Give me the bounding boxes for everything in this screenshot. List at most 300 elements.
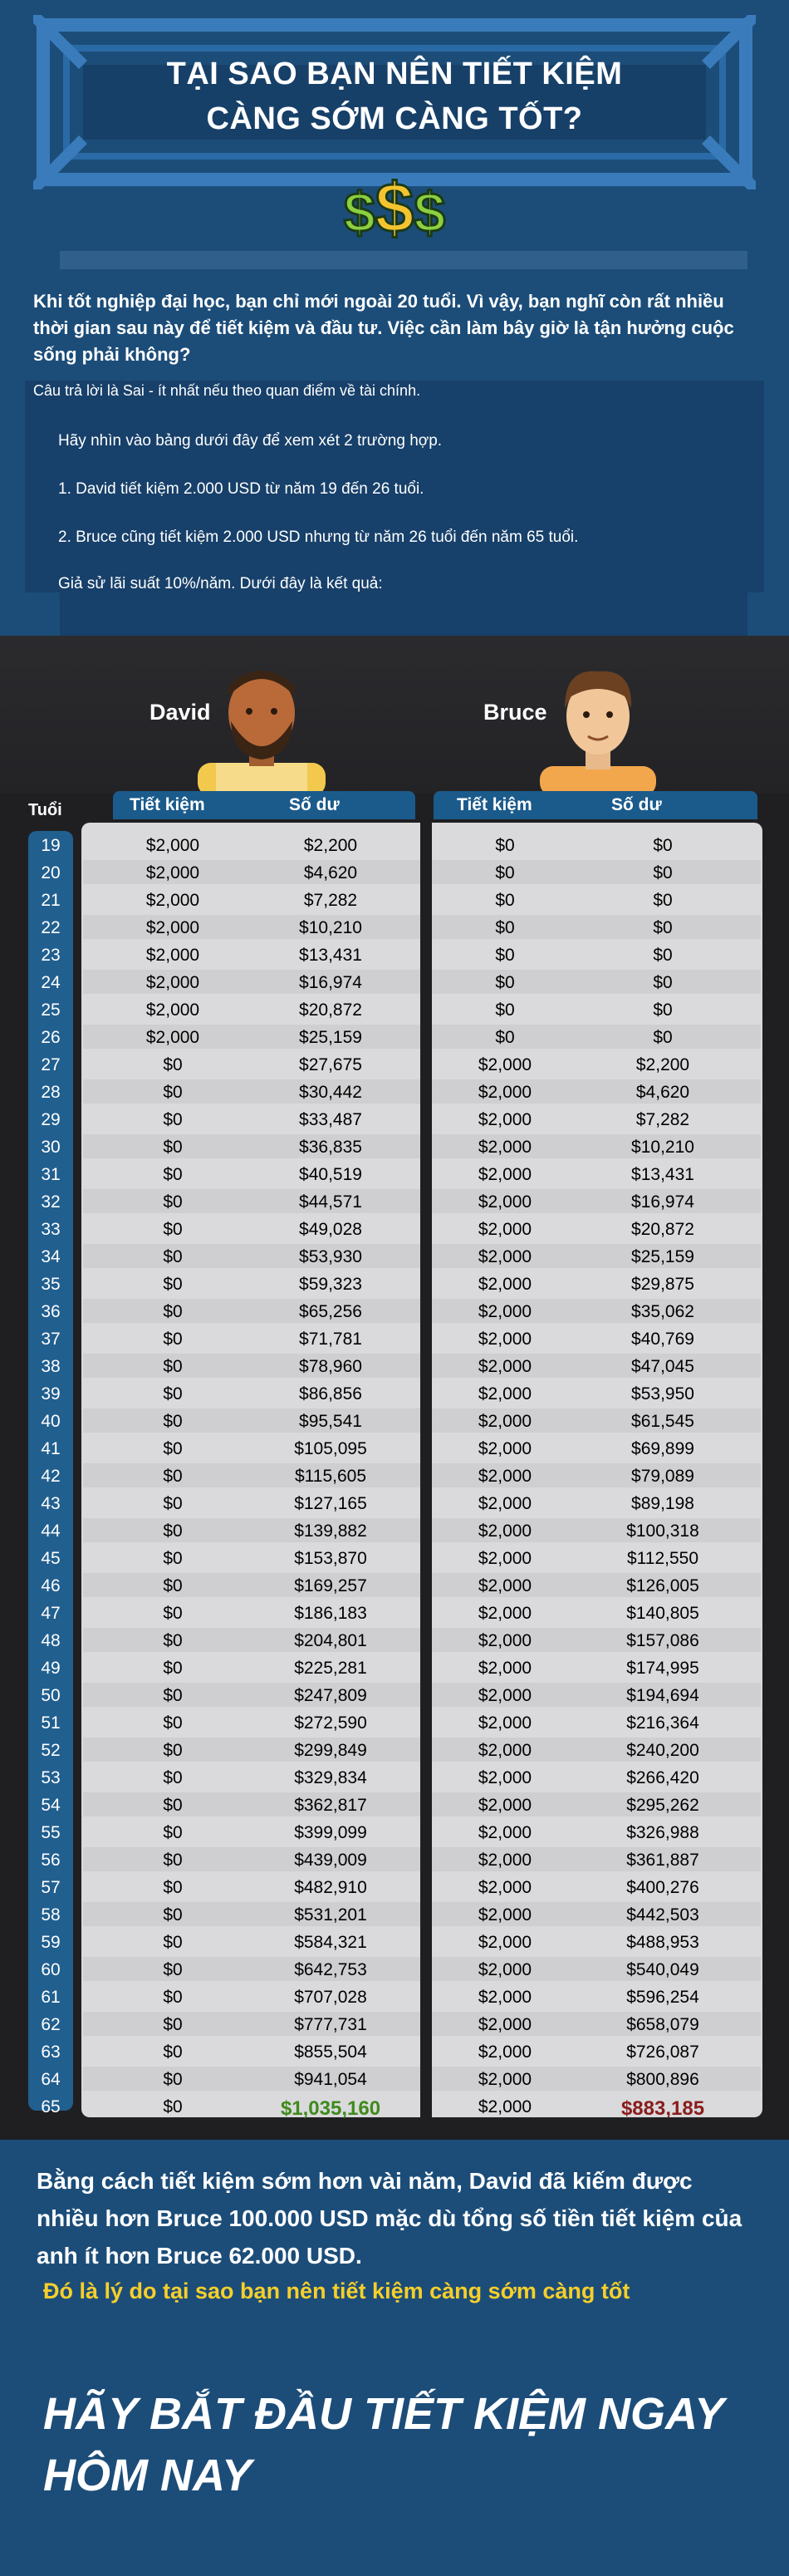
david-header <box>113 791 415 819</box>
bruce-saving-cell: $0 <box>495 946 515 965</box>
assumption-text: Giả sử lãi suất 10%/năm. Dưới đây là kết quả: <box>58 575 383 592</box>
page-title <box>125 52 664 141</box>
bruce-balance-cell: $126,005 <box>626 1576 699 1595</box>
age-cell: 22 <box>41 918 61 937</box>
bruce-balance-cell: $295,262 <box>626 1796 699 1815</box>
bruce-balance-cell: $140,805 <box>626 1604 699 1623</box>
david-saving-cell: $0 <box>163 2070 183 2089</box>
david-saving-cell: $0 <box>163 1055 183 1074</box>
table-row <box>0 1681 789 1708</box>
table-row <box>0 1900 789 1928</box>
david-saving-cell: $0 <box>163 1275 183 1294</box>
david-avatar <box>191 663 332 796</box>
table-row <box>0 1078 789 1105</box>
bruce-balance-cell: $540,049 <box>626 1960 699 1979</box>
david-balance-cell: $20,872 <box>299 1000 362 1020</box>
bruce-balance-cell: $0 <box>653 863 673 882</box>
david-balance-cell: $7,282 <box>303 891 358 910</box>
dollar-sign-icon: $ <box>414 181 446 244</box>
bruce-balance-cell: $216,364 <box>626 1713 699 1733</box>
age-cell: 63 <box>41 2043 61 2062</box>
bruce-saving-cell: $2,000 <box>478 1467 532 1486</box>
bruce-balance-cell: $16,974 <box>631 1192 694 1212</box>
david-balance-cell: $362,817 <box>294 1796 367 1815</box>
david-balance-cell: $105,095 <box>294 1439 367 1458</box>
table-row <box>0 1105 789 1133</box>
david-saving-cell: $0 <box>163 1330 183 1349</box>
table-row <box>0 1873 789 1900</box>
bruce-balance-cell: $61,545 <box>631 1412 694 1431</box>
david-balance-cell: $27,675 <box>299 1055 362 1074</box>
david-balance-cell: $33,487 <box>299 1110 362 1129</box>
table-row <box>0 1626 789 1654</box>
table-row <box>0 2092 789 2120</box>
bruce-saving-cell: $0 <box>495 1000 515 1020</box>
bruce-balance-cell: $0 <box>653 918 673 937</box>
age-cell: 28 <box>41 1083 61 1102</box>
david-saving-cell: $0 <box>163 1768 183 1787</box>
david-saving-cell: $0 <box>163 1220 183 1239</box>
age-cell: 34 <box>41 1247 61 1266</box>
intro-paragraph: Khi tốt nghiệp đại học, bạn chỉ mới ngoài 20 tuổi. Vì vậy, bạn nghĩ còn rất nhiều thời gian sau này để tiết kiệm và đầu tư. Việc cần làm bây giờ là tận hưởng cuộc sống phải không? <box>33 291 734 365</box>
bruce-saving-cell: $2,000 <box>478 1905 532 1925</box>
bruce-saving-cell: $2,000 <box>478 1604 532 1623</box>
bruce-saving-header: Tiết kiệm <box>457 795 532 814</box>
cta-line-1: HÃY BẮT ĐẦU TIẾT KIỆM NGAY <box>43 2389 725 2439</box>
david-saving-cell: $0 <box>163 1522 183 1541</box>
david-balance-cell: $59,323 <box>299 1275 362 1294</box>
bruce-saving-cell: $0 <box>495 836 515 855</box>
table-row <box>0 1928 789 1955</box>
table-row <box>0 1517 789 1544</box>
bruce-balance-cell: $0 <box>653 836 673 855</box>
david-saving-cell: $0 <box>163 1878 183 1897</box>
david-saving-cell: $0 <box>163 1933 183 1952</box>
age-cell: 20 <box>41 863 61 882</box>
age-cell: 38 <box>41 1357 61 1376</box>
age-cell: 54 <box>41 1796 61 1815</box>
david-balance-cell: $25,159 <box>299 1028 362 1047</box>
david-saving-cell: $0 <box>163 1631 183 1650</box>
bruce-saving-cell: $2,000 <box>478 1138 532 1157</box>
bruce-saving-cell: $2,000 <box>478 1933 532 1952</box>
bruce-balance-cell: $100,318 <box>626 1522 699 1541</box>
bruce-saving-cell: $2,000 <box>478 1631 532 1650</box>
david-saving-cell: $2,000 <box>145 973 200 992</box>
david-saving-cell: $0 <box>163 1110 183 1129</box>
table-row <box>0 913 789 941</box>
table-row <box>0 1599 789 1626</box>
david-saving-header: Tiết kiệm <box>130 795 205 814</box>
bruce-saving-cell: $2,000 <box>478 1357 532 1376</box>
look-text: Hãy nhìn vào bảng dưới đây để xem xét 2 trường hợp. <box>58 432 443 450</box>
david-saving-cell: $0 <box>163 1247 183 1266</box>
table-row <box>0 1571 789 1599</box>
bruce-balance-cell: $0 <box>653 946 673 965</box>
age-cell: 58 <box>41 1905 61 1925</box>
david-saving-cell: $0 <box>163 2097 183 2116</box>
bruce-balance-cell: $488,953 <box>626 1933 699 1952</box>
age-cell: 39 <box>41 1384 61 1404</box>
age-cell: 60 <box>41 1960 61 1979</box>
david-saving-cell: $2,000 <box>145 1028 200 1047</box>
bruce-avatar <box>532 663 664 796</box>
age-cell: 35 <box>41 1275 61 1294</box>
david-balance-cell: $439,009 <box>294 1851 367 1870</box>
david-balance-cell: $186,183 <box>294 1604 367 1623</box>
table-row <box>0 1489 789 1517</box>
age-cell: 52 <box>41 1741 61 1760</box>
bruce-balance-cell: $69,899 <box>631 1439 694 1458</box>
david-balance-cell: $78,960 <box>299 1357 362 1376</box>
bruce-balance-cell: $174,995 <box>626 1659 699 1678</box>
david-saving-cell: $0 <box>163 1960 183 1979</box>
table-row <box>0 858 789 886</box>
bruce-saving-cell: $2,000 <box>478 2070 532 2089</box>
david-balance-cell: $531,201 <box>294 1905 367 1925</box>
david-balance-cell: $127,165 <box>294 1494 367 1513</box>
bruce-saving-cell: $0 <box>495 863 515 882</box>
table-row <box>0 2038 789 2065</box>
bruce-saving-cell: $2,000 <box>478 1851 532 1870</box>
bruce-balance-cell: $726,087 <box>626 2043 699 2062</box>
age-cell: 23 <box>41 946 61 965</box>
age-cell: 53 <box>41 1768 61 1787</box>
table-row <box>0 995 789 1023</box>
david-balance-cell: $139,882 <box>294 1522 367 1541</box>
table-row <box>0 1050 789 1078</box>
david-saving-cell: $2,000 <box>145 863 200 882</box>
table-row <box>0 1434 789 1462</box>
david-balance-cell: $941,054 <box>294 2070 367 2089</box>
david-saving-cell: $0 <box>163 1083 183 1102</box>
david-balance-cell: $53,930 <box>299 1247 362 1266</box>
david-saving-cell: $0 <box>163 1576 183 1595</box>
bruce-balance-cell: $0 <box>653 973 673 992</box>
david-saving-cell: $0 <box>163 1604 183 1623</box>
bruce-saving-cell: $2,000 <box>478 1275 532 1294</box>
bruce-header <box>434 791 757 819</box>
bruce-balance-cell: $361,887 <box>626 1851 699 1870</box>
table-row <box>0 1654 789 1681</box>
david-saving-cell: $0 <box>163 2015 183 2034</box>
bruce-saving-cell: $2,000 <box>478 2043 532 2062</box>
bruce-balance-cell: $240,200 <box>626 1741 699 1760</box>
david-saving-cell: $0 <box>163 1659 183 1678</box>
david-saving-cell: $0 <box>163 2043 183 2062</box>
bruce-saving-cell: $0 <box>495 1028 515 1047</box>
age-cell: 45 <box>41 1549 61 1568</box>
bruce-balance-cell: $53,950 <box>631 1384 694 1404</box>
david-balance-cell: $299,849 <box>294 1741 367 1760</box>
answer-text: Câu trả lời là Sai - ít nhất nếu theo quan điểm về tài chính. <box>33 382 421 399</box>
table-row <box>0 1736 789 1763</box>
david-balance-cell: $36,835 <box>299 1138 362 1157</box>
table-row <box>0 1023 789 1050</box>
bruce-saving-cell: $2,000 <box>478 1247 532 1266</box>
age-cell: 21 <box>41 891 61 910</box>
david-saving-cell: $0 <box>163 1823 183 1842</box>
bruce-saving-cell: $2,000 <box>478 1960 532 1979</box>
david-saving-cell: $0 <box>163 1192 183 1212</box>
table-row <box>0 1544 789 1571</box>
bruce-balance-cell: $112,550 <box>626 1549 699 1568</box>
bruce-balance-cell: $800,896 <box>626 2070 699 2089</box>
david-saving-cell: $2,000 <box>145 918 200 937</box>
table-row <box>0 2010 789 2038</box>
cta-line-2: HÔM NAY <box>43 2451 252 2500</box>
table-row <box>0 886 789 913</box>
dollar-sign-icon: $ <box>343 181 375 244</box>
david-saving-cell: $0 <box>163 1713 183 1733</box>
age-cell: 57 <box>41 1878 61 1897</box>
bruce-saving-cell: $2,000 <box>478 1384 532 1404</box>
case-1-text: 1. David tiết kiệm 2.000 USD từ năm 19 đến 26 tuổi. <box>58 480 424 498</box>
table-row <box>0 1462 789 1489</box>
age-cell: 50 <box>41 1686 61 1705</box>
age-cell: 31 <box>41 1165 61 1184</box>
bruce-saving-cell: $2,000 <box>478 1522 532 1541</box>
bruce-saving-cell: $2,000 <box>478 1686 532 1705</box>
table-row <box>0 1270 789 1297</box>
david-balance-cell: $707,028 <box>294 1988 367 2007</box>
age-column-label: Tuổi <box>28 801 62 819</box>
david-balance-cell: $1,035,160 <box>280 2097 381 2120</box>
david-balance-cell: $855,504 <box>294 2043 367 2062</box>
bruce-balance-cell: $10,210 <box>631 1138 694 1157</box>
bruce-saving-cell: $2,000 <box>478 1659 532 1678</box>
david-saving-cell: $0 <box>163 1796 183 1815</box>
bruce-balance-cell: $157,086 <box>626 1631 699 1650</box>
bruce-saving-cell: $0 <box>495 973 515 992</box>
bruce-saving-cell: $2,000 <box>478 1549 532 1568</box>
age-cell: 19 <box>41 836 61 855</box>
bruce-saving-cell: $2,000 <box>478 1713 532 1733</box>
age-cell: 26 <box>41 1028 61 1047</box>
bruce-saving-cell: $2,000 <box>478 1796 532 1815</box>
bruce-balance-cell: $442,503 <box>626 1905 699 1925</box>
table-row <box>0 1763 789 1791</box>
call-to-action <box>43 2383 757 2506</box>
table-row <box>0 1187 789 1215</box>
table-row <box>0 941 789 968</box>
bruce-balance-cell: $7,282 <box>635 1110 690 1129</box>
section-backdrop <box>0 636 789 794</box>
table-row <box>0 1791 789 1818</box>
reason-text: Đó là lý do tại sao bạn nên tiết kiệm càng sớm càng tốt <box>43 2279 630 2303</box>
bruce-saving-cell: $2,000 <box>478 1741 532 1760</box>
table-row <box>0 968 789 995</box>
bruce-saving-cell: $2,000 <box>478 1494 532 1513</box>
bruce-saving-cell: $0 <box>495 918 515 937</box>
conclusion-text: Bằng cách tiết kiệm sớm hơn vài năm, David đã kiếm được nhiều hơn Bruce 100.000 USD mặc dù tổng số tiền tiết kiệm của anh ít hơn Bruce 62.000 USD. <box>37 2168 742 2269</box>
david-balance-header: Số dư <box>289 795 340 814</box>
bruce-balance-cell: $25,159 <box>631 1247 694 1266</box>
age-cell: 51 <box>41 1713 61 1733</box>
david-balance-cell: $65,256 <box>299 1302 362 1321</box>
david-balance-cell: $642,753 <box>294 1960 367 1979</box>
david-balance-cell: $30,442 <box>299 1083 362 1102</box>
david-balance-cell: $40,519 <box>299 1165 362 1184</box>
table-row <box>0 1983 789 2010</box>
table-row <box>0 1407 789 1434</box>
case-2-text: 2. Bruce cũng tiết kiệm 2.000 USD nhưng từ năm 26 tuổi đến năm 65 tuổi. <box>58 528 579 546</box>
age-cell: 24 <box>41 973 61 992</box>
david-balance-cell: $225,281 <box>294 1659 367 1678</box>
title-line-2: CÀNG SỚM CÀNG TỐT? <box>206 101 583 136</box>
david-balance-cell: $4,620 <box>303 863 358 882</box>
david-balance-cell: $13,431 <box>299 946 362 965</box>
david-balance-cell: $95,541 <box>299 1412 362 1431</box>
bruce-balance-cell: $4,620 <box>635 1083 690 1102</box>
bruce-balance-cell: $596,254 <box>626 1988 699 2007</box>
age-cell: 65 <box>41 2097 61 2116</box>
bruce-name: Bruce <box>483 700 547 725</box>
bruce-balance-cell: $0 <box>653 891 673 910</box>
age-cell: 48 <box>41 1631 61 1650</box>
dollar-sign-icon: $ <box>375 169 414 247</box>
age-cell: 41 <box>41 1439 61 1458</box>
age-cell: 46 <box>41 1576 61 1595</box>
age-cell: 36 <box>41 1302 61 1321</box>
david-saving-cell: $0 <box>163 1357 183 1376</box>
bruce-balance-cell: $35,062 <box>631 1302 694 1321</box>
bruce-saving-cell: $2,000 <box>478 2015 532 2034</box>
david-balance-cell: $399,099 <box>294 1823 367 1842</box>
bruce-balance-cell: $89,198 <box>631 1494 694 1513</box>
bruce-saving-cell: $2,000 <box>478 1988 532 2007</box>
david-balance-cell: $247,809 <box>294 1686 367 1705</box>
bruce-saving-cell: $2,000 <box>478 1439 532 1458</box>
dollar-signs <box>0 169 789 247</box>
bruce-saving-cell: $2,000 <box>478 1110 532 1129</box>
bruce-balance-cell: $29,875 <box>631 1275 694 1294</box>
david-saving-cell: $0 <box>163 1686 183 1705</box>
table-row <box>0 2065 789 2092</box>
bruce-saving-cell: $2,000 <box>478 1220 532 1239</box>
age-cell: 64 <box>41 2070 61 2089</box>
bruce-saving-cell: $2,000 <box>478 1055 532 1074</box>
david-balance-cell: $44,571 <box>299 1192 362 1212</box>
david-saving-cell: $0 <box>163 1741 183 1760</box>
bruce-balance-cell: $658,079 <box>626 2015 699 2034</box>
bruce-balance-cell: $0 <box>653 1000 673 1020</box>
bruce-balance-cell: $13,431 <box>631 1165 694 1184</box>
david-balance-cell: $482,910 <box>294 1878 367 1897</box>
bruce-saving-cell: $2,000 <box>478 1576 532 1595</box>
table-row <box>0 1325 789 1352</box>
david-balance-cell: $115,605 <box>294 1467 367 1486</box>
david-saving-cell: $2,000 <box>145 1000 200 1020</box>
table-row <box>0 1215 789 1242</box>
david-balance-cell: $153,870 <box>294 1549 367 1568</box>
age-cell: 32 <box>41 1192 61 1212</box>
david-balance-cell: $169,257 <box>294 1576 367 1595</box>
bruce-saving-cell: $2,000 <box>478 1823 532 1842</box>
age-cell: 44 <box>41 1522 61 1541</box>
age-cell: 42 <box>41 1467 61 1486</box>
table-row <box>0 1818 789 1846</box>
david-saving-cell: $0 <box>163 1138 183 1157</box>
bruce-saving-cell: $2,000 <box>478 1165 532 1184</box>
age-cell: 43 <box>41 1494 61 1513</box>
table-row <box>0 1708 789 1736</box>
bruce-saving-cell: $2,000 <box>478 1302 532 1321</box>
david-name: David <box>149 700 211 725</box>
bruce-saving-cell: $0 <box>495 891 515 910</box>
david-balance-cell: $10,210 <box>299 918 362 937</box>
bruce-saving-cell: $2,000 <box>478 1878 532 1897</box>
bruce-saving-cell: $2,000 <box>478 1412 532 1431</box>
age-cell: 56 <box>41 1851 61 1870</box>
bruce-balance-cell: $47,045 <box>631 1357 694 1376</box>
david-saving-cell: $2,000 <box>145 946 200 965</box>
david-balance-cell: $584,321 <box>294 1933 367 1952</box>
bruce-saving-cell: $2,000 <box>478 1192 532 1212</box>
age-cell: 33 <box>41 1220 61 1239</box>
david-saving-cell: $0 <box>163 1439 183 1458</box>
bruce-balance-cell: $194,694 <box>626 1686 699 1705</box>
david-balance-cell: $16,974 <box>299 973 362 992</box>
intro-bottom-bar <box>60 592 747 636</box>
bruce-balance-header: Số dư <box>611 795 662 814</box>
age-cell: 61 <box>41 1988 61 2007</box>
bruce-balance-cell: $266,420 <box>626 1768 699 1787</box>
bruce-balance-cell: $0 <box>653 1028 673 1047</box>
age-cell: 30 <box>41 1138 61 1157</box>
david-saving-cell: $2,000 <box>145 836 200 855</box>
table-row <box>0 1242 789 1270</box>
table-row <box>0 1133 789 1160</box>
age-cell: 59 <box>41 1933 61 1952</box>
bruce-balance-cell: $400,276 <box>626 1878 699 1897</box>
age-cell: 62 <box>41 2015 61 2034</box>
title-line-1: TẠI SAO BẠN NÊN TIẾT KIỆM <box>166 57 623 91</box>
age-cell: 55 <box>41 1823 61 1842</box>
david-saving-cell: $2,000 <box>145 891 200 910</box>
david-saving-cell: $0 <box>163 1988 183 2007</box>
david-balance-cell: $2,200 <box>303 836 358 855</box>
age-cell: 25 <box>41 1000 61 1020</box>
bruce-balance-cell: $20,872 <box>631 1220 694 1239</box>
bruce-balance-cell: $40,769 <box>631 1330 694 1349</box>
david-balance-cell: $272,590 <box>294 1713 367 1733</box>
table-row <box>0 1955 789 1983</box>
bruce-saving-cell: $2,000 <box>478 2097 532 2116</box>
david-saving-cell: $0 <box>163 1384 183 1404</box>
david-saving-cell: $0 <box>163 1165 183 1184</box>
table-row <box>0 1160 789 1187</box>
david-saving-cell: $0 <box>163 1302 183 1321</box>
age-cell: 49 <box>41 1659 61 1678</box>
age-cell: 27 <box>41 1055 61 1074</box>
david-saving-cell: $0 <box>163 1905 183 1925</box>
david-balance-cell: $86,856 <box>299 1384 362 1404</box>
david-saving-cell: $0 <box>163 1494 183 1513</box>
age-cell: 29 <box>41 1110 61 1129</box>
age-cell: 40 <box>41 1412 61 1431</box>
table-row <box>0 1846 789 1873</box>
david-saving-cell: $0 <box>163 1467 183 1486</box>
david-saving-cell: $0 <box>163 1549 183 1568</box>
bruce-balance-cell: $2,200 <box>635 1055 690 1074</box>
david-balance-cell: $49,028 <box>299 1220 362 1239</box>
bruce-balance-cell: $883,185 <box>620 2097 705 2120</box>
bruce-saving-cell: $2,000 <box>478 1768 532 1787</box>
bruce-saving-cell: $2,000 <box>478 1083 532 1102</box>
david-saving-cell: $0 <box>163 1412 183 1431</box>
bruce-balance-cell: $79,089 <box>631 1467 694 1486</box>
